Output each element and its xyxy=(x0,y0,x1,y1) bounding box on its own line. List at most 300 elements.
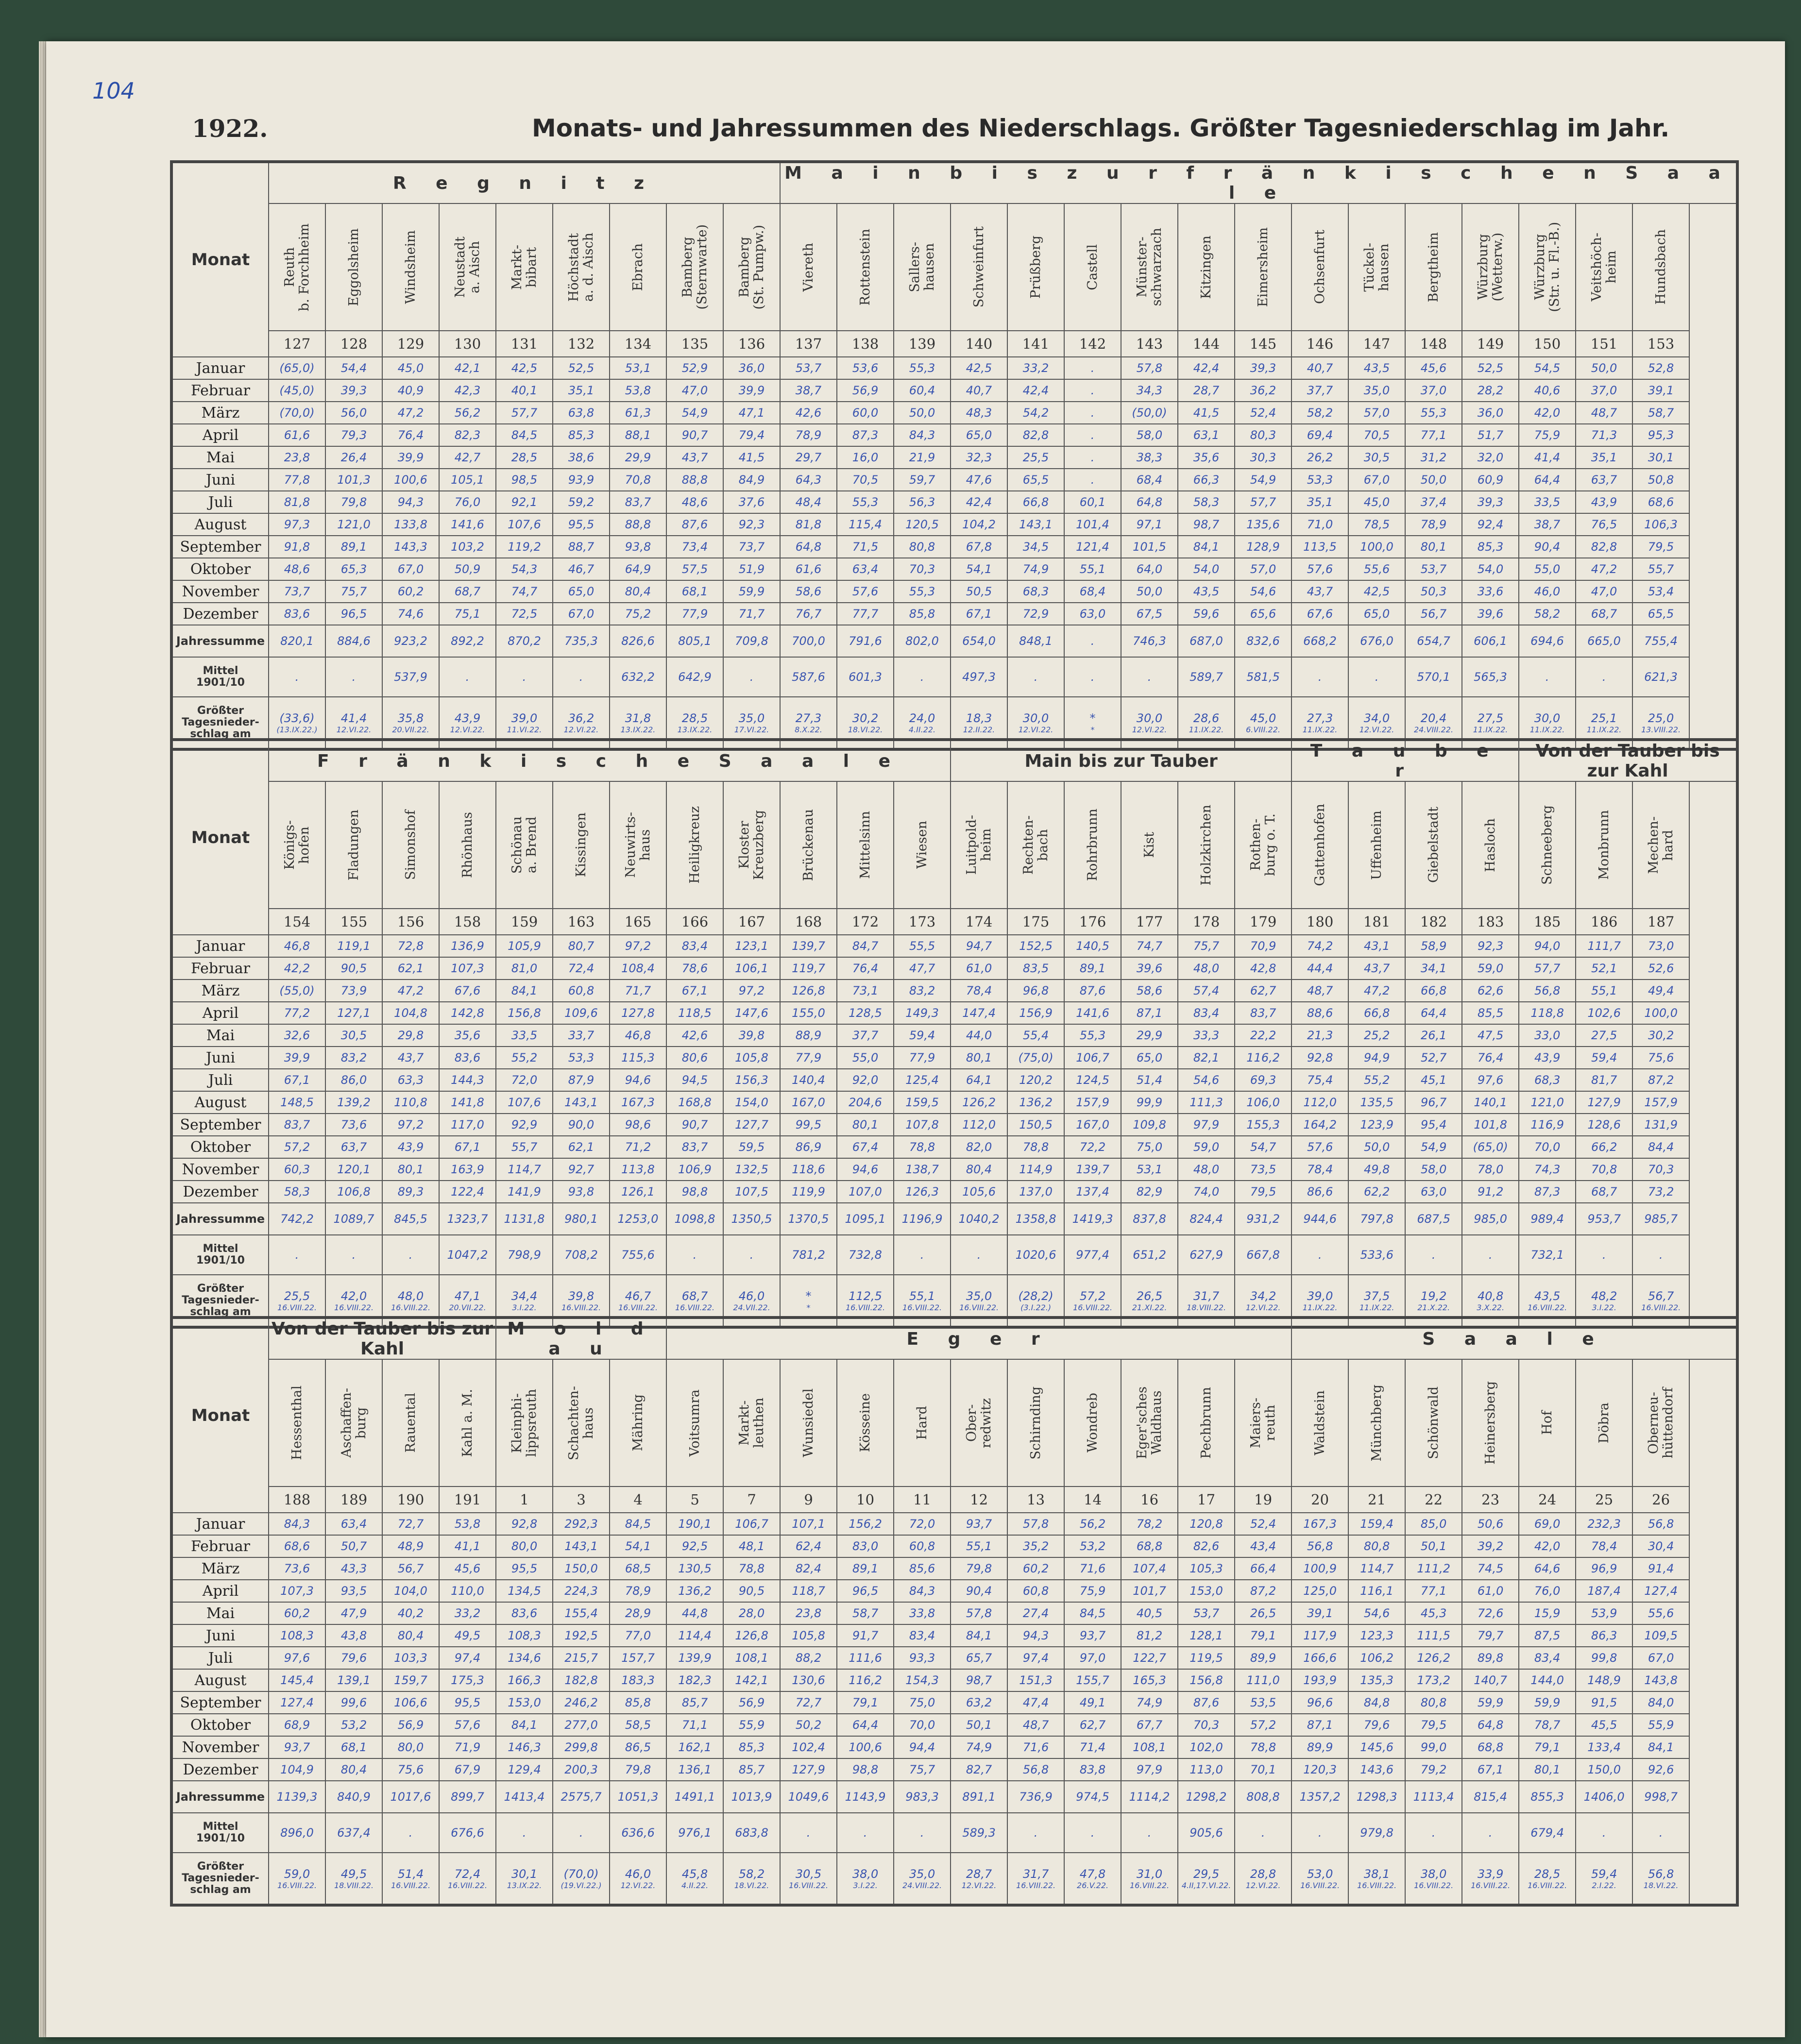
month-value: 77,9 xyxy=(780,1047,837,1069)
month-value: 61,6 xyxy=(780,558,837,580)
month-value: 28,0 xyxy=(723,1602,780,1624)
station-name: Markt- bibart xyxy=(509,244,539,290)
month-value: 78,9 xyxy=(780,424,837,446)
station-number: 181 xyxy=(1348,909,1405,935)
month-value: 60,3 xyxy=(269,1158,325,1181)
station-number: 137 xyxy=(780,331,837,357)
month-row xyxy=(171,1602,1737,1624)
mittel-value: 589,3 xyxy=(951,1813,1007,1853)
month-value: 23,8 xyxy=(780,1602,837,1624)
max-daily-value: (70,0) xyxy=(563,1867,599,1881)
max-daily-date: 24.VIII.22. xyxy=(902,1880,942,1890)
month-value: 38,7 xyxy=(1519,513,1576,536)
month-row xyxy=(171,491,1737,513)
station-name: Neustadt a. Aisch xyxy=(452,236,482,298)
jahressumme-value: 746,3 xyxy=(1121,625,1178,657)
month-value: 133,8 xyxy=(382,513,439,536)
month-value: 61,6 xyxy=(269,424,325,446)
month-value: 73,7 xyxy=(723,536,780,558)
month-value: 163,9 xyxy=(439,1158,496,1181)
month-value: 102,6 xyxy=(1576,1002,1632,1024)
month-value: 154,0 xyxy=(723,1091,780,1114)
station-name-cell xyxy=(723,781,780,909)
month-value: 48,1 xyxy=(723,1535,780,1557)
month-value: 94,3 xyxy=(1007,1624,1064,1647)
month-value: 75,0 xyxy=(894,1691,951,1714)
month-value: 73,4 xyxy=(666,536,723,558)
max-daily-date: 16.VIII.22. xyxy=(1471,1880,1511,1890)
month-value: 73,6 xyxy=(325,1114,382,1136)
station-name-cell xyxy=(894,203,951,331)
month-value: 77,9 xyxy=(666,603,723,625)
month-value: 113,8 xyxy=(610,1158,666,1181)
station-name: Würzburg (Wetterw.) xyxy=(1475,233,1505,302)
max-daily-date: 16.VIII.22. xyxy=(618,1302,658,1312)
month-value: 45,1 xyxy=(1405,1069,1462,1091)
month-value: 43,7 xyxy=(666,446,723,469)
month-value: 53,4 xyxy=(1632,580,1689,603)
station-name-cell xyxy=(1519,203,1576,331)
month-value: 53,8 xyxy=(439,1513,496,1535)
max-daily-value: 41,4 xyxy=(340,711,367,725)
station-name-row xyxy=(171,781,1737,909)
month-value: 140,5 xyxy=(1064,935,1121,957)
month-value: 80,4 xyxy=(382,1624,439,1647)
mittel-value: 581,5 xyxy=(1235,657,1291,697)
max-daily-date: 12.VI.22. xyxy=(961,1880,997,1890)
station-number: 187 xyxy=(1632,909,1689,935)
month-value: 65,7 xyxy=(951,1647,1007,1669)
max-daily-cell xyxy=(1235,1853,1291,1905)
month-value: 55,0 xyxy=(837,1047,894,1069)
month-label: Februar xyxy=(171,957,269,980)
month-row xyxy=(171,1669,1737,1691)
month-value: 126,2 xyxy=(951,1091,1007,1114)
month-label: April xyxy=(171,424,269,446)
month-value: 36,2 xyxy=(1235,379,1291,402)
month-value: 93,3 xyxy=(894,1647,951,1669)
month-value: 70,1 xyxy=(1235,1758,1291,1781)
month-value: 106,9 xyxy=(666,1158,723,1181)
group-header-row xyxy=(171,162,1737,203)
month-value: 59,4 xyxy=(894,1024,951,1047)
month-value: 56,8 xyxy=(1007,1758,1064,1781)
station-name: Heiligkreuz xyxy=(687,806,702,884)
month-value: 48,3 xyxy=(951,402,1007,424)
jahressumme-value: 899,7 xyxy=(439,1781,496,1813)
month-value: 39,9 xyxy=(382,446,439,469)
month-value: 100,6 xyxy=(837,1736,894,1758)
month-value: 54,7 xyxy=(1235,1136,1291,1158)
month-value: 139,7 xyxy=(1064,1158,1121,1181)
month-value: 155,7 xyxy=(1064,1669,1121,1691)
month-value: 38,3 xyxy=(1121,446,1178,469)
month-value: 84,3 xyxy=(894,424,951,446)
max-daily-date: 16.VIII.22. xyxy=(277,1302,317,1312)
month-label: August xyxy=(171,1669,269,1691)
max-daily-value: 59,4 xyxy=(1591,1867,1617,1881)
month-value: 38,6 xyxy=(553,446,610,469)
month-value: 71,3 xyxy=(1576,424,1632,446)
month-value: 107,4 xyxy=(1121,1557,1178,1580)
max-daily-date: * xyxy=(1090,725,1095,734)
month-value: 71,2 xyxy=(610,1136,666,1158)
month-value: 27,5 xyxy=(1576,1024,1632,1047)
month-value: 45,5 xyxy=(1576,1714,1632,1736)
month-value: 48,0 xyxy=(1178,1158,1235,1181)
max-daily-date: 13.IX.22. xyxy=(620,725,656,734)
month-value: 84,1 xyxy=(496,980,553,1002)
month-value: 55,2 xyxy=(1348,1069,1405,1091)
month-value: 38,7 xyxy=(780,379,837,402)
month-value: 100,0 xyxy=(1632,1002,1689,1024)
month-value: 92,1 xyxy=(496,491,553,513)
month-value: 90,7 xyxy=(666,424,723,446)
jahressumme-value: 1051,3 xyxy=(610,1781,666,1813)
jahressumme-row xyxy=(171,625,1737,657)
max-daily-label-line: Größter xyxy=(197,705,244,717)
month-value: 128,6 xyxy=(1576,1114,1632,1136)
month-value: 26,1 xyxy=(1405,1024,1462,1047)
month-value: 98,7 xyxy=(1178,513,1235,536)
month-row xyxy=(171,957,1737,980)
jahressumme-row xyxy=(171,1203,1737,1235)
month-value: (65,0) xyxy=(269,357,325,379)
max-daily-value: 68,7 xyxy=(681,1289,708,1303)
month-value: 130,5 xyxy=(666,1557,723,1580)
month-value: 78,7 xyxy=(1519,1714,1576,1736)
max-daily-date: 12.VI.22. xyxy=(450,725,485,734)
month-value: 124,5 xyxy=(1064,1069,1121,1091)
month-value: 127,1 xyxy=(325,1002,382,1024)
month-value: 57,2 xyxy=(1235,1714,1291,1736)
month-value: . xyxy=(1064,402,1121,424)
max-daily-date: 3.I.22. xyxy=(512,1302,537,1312)
month-value: 41,5 xyxy=(723,446,780,469)
group-header-row xyxy=(171,1318,1737,1359)
station-name: Hessenthal xyxy=(289,1385,305,1460)
station-name: Königs- hofen xyxy=(282,820,312,870)
month-value: 58,3 xyxy=(1178,491,1235,513)
station-name-cell xyxy=(1462,781,1519,909)
month-value: 60,8 xyxy=(553,980,610,1002)
month-value: 59,9 xyxy=(723,580,780,603)
max-daily-date: 3.X.22. xyxy=(1477,1302,1505,1312)
max-daily-date: 12.VI.22. xyxy=(620,1880,656,1890)
month-value: 47,7 xyxy=(894,957,951,980)
month-value: 53,2 xyxy=(325,1714,382,1736)
month-value: 67,0 xyxy=(1348,469,1405,491)
month-value: 125,4 xyxy=(894,1069,951,1091)
month-value: 94,6 xyxy=(837,1158,894,1181)
month-value: 32,3 xyxy=(951,446,1007,469)
month-value: 167,3 xyxy=(610,1091,666,1114)
month-value: 83,6 xyxy=(496,1602,553,1624)
month-value: 48,0 xyxy=(1178,957,1235,980)
month-value: 140,1 xyxy=(1462,1091,1519,1114)
month-value: 106,1 xyxy=(723,957,780,980)
max-daily-value: 34,0 xyxy=(1363,711,1390,725)
month-value: 55,1 xyxy=(951,1535,1007,1557)
month-value: 96,5 xyxy=(837,1580,894,1602)
month-value: 84,4 xyxy=(1632,1136,1689,1158)
mittel-row xyxy=(171,1813,1737,1853)
month-value: 122,4 xyxy=(439,1181,496,1203)
river-group-header: Von der Tauber bis zur Kahl xyxy=(269,1318,496,1359)
station-name: Kleinphi- lippsreuth xyxy=(509,1388,539,1457)
jahressumme-value: 953,7 xyxy=(1576,1203,1632,1235)
river-group-header: M a i n b i s z u r f r ä n k i s c h e n S a a l e xyxy=(780,162,1737,203)
month-value: 78,8 xyxy=(723,1557,780,1580)
month-value: 32,0 xyxy=(1462,446,1519,469)
month-value: 182,3 xyxy=(666,1669,723,1691)
month-value: 71,5 xyxy=(837,536,894,558)
month-value: 41,5 xyxy=(1178,402,1235,424)
month-value: 187,4 xyxy=(1576,1580,1632,1602)
month-value: 53,8 xyxy=(610,379,666,402)
month-value: 119,9 xyxy=(780,1181,837,1203)
month-value: 63,1 xyxy=(1178,424,1235,446)
month-value: 64,8 xyxy=(1462,1714,1519,1736)
month-row xyxy=(171,580,1737,603)
month-value: 65,0 xyxy=(1121,1047,1178,1069)
month-value: 42,5 xyxy=(496,357,553,379)
month-value: 39,6 xyxy=(1121,957,1178,980)
month-value: 76,5 xyxy=(1576,513,1632,536)
max-daily-cell xyxy=(553,1853,610,1905)
jahressumme-value: 1298,2 xyxy=(1178,1781,1235,1813)
jahressumme-value: 1049,6 xyxy=(780,1781,837,1813)
month-value: 58,7 xyxy=(837,1602,894,1624)
month-value: 54,1 xyxy=(951,558,1007,580)
month-value: 68,8 xyxy=(1462,1736,1519,1758)
month-value: 50,8 xyxy=(1632,469,1689,491)
jahressumme-value: 2575,7 xyxy=(553,1781,610,1813)
month-label: August xyxy=(171,513,269,536)
month-value: 183,3 xyxy=(610,1669,666,1691)
month-row xyxy=(171,446,1737,469)
month-value: . xyxy=(1064,446,1121,469)
month-value: 86,5 xyxy=(610,1736,666,1758)
month-value: 75,6 xyxy=(1632,1047,1689,1069)
month-value: 85,6 xyxy=(894,1557,951,1580)
month-value: 73,7 xyxy=(269,580,325,603)
month-value: 97,6 xyxy=(269,1647,325,1669)
month-value: 80,1 xyxy=(837,1114,894,1136)
station-number: 149 xyxy=(1462,331,1519,357)
mittel-value: 1047,2 xyxy=(439,1235,496,1275)
month-value: 128,9 xyxy=(1235,536,1291,558)
month-value: 92,3 xyxy=(1462,935,1519,957)
mittel-label xyxy=(171,1235,269,1275)
month-value: 111,5 xyxy=(1405,1624,1462,1647)
jahressumme-value: 985,0 xyxy=(1462,1203,1519,1235)
mittel-value: 636,6 xyxy=(610,1813,666,1853)
month-value: 57,0 xyxy=(1235,558,1291,580)
month-value: 58,2 xyxy=(1291,402,1348,424)
station-number: 174 xyxy=(951,909,1007,935)
jahressumme-value: 1017,6 xyxy=(382,1781,439,1813)
month-value: 67,1 xyxy=(269,1069,325,1091)
month-value: 143,6 xyxy=(1348,1758,1405,1781)
month-value: 116,2 xyxy=(1235,1047,1291,1069)
month-value: 63,3 xyxy=(382,1069,439,1091)
station-name: Sallers- hausen xyxy=(907,242,937,292)
month-value: 59,9 xyxy=(1519,1691,1576,1714)
month-value: 93,7 xyxy=(951,1513,1007,1535)
station-name-cell xyxy=(837,203,894,331)
month-value: 50,9 xyxy=(439,558,496,580)
station-name-cell xyxy=(1291,1359,1348,1487)
station-number: 177 xyxy=(1121,909,1178,935)
month-value: 87,6 xyxy=(1064,980,1121,1002)
month-value: 59,2 xyxy=(553,491,610,513)
station-name-cell xyxy=(1632,1359,1689,1487)
month-value: 54,9 xyxy=(1235,469,1291,491)
month-value: 45,0 xyxy=(382,357,439,379)
month-value: 86,3 xyxy=(1576,1624,1632,1647)
month-value: 35,0 xyxy=(1348,379,1405,402)
max-daily-value: 40,8 xyxy=(1477,1289,1504,1303)
station-name: Voitsumra xyxy=(687,1389,702,1457)
max-daily-cell xyxy=(1519,1853,1576,1905)
month-value: 277,0 xyxy=(553,1714,610,1736)
station-number: 136 xyxy=(723,331,780,357)
station-name: Rechten- bach xyxy=(1020,815,1051,875)
month-value: 134,5 xyxy=(496,1580,553,1602)
station-name: Rohrbrunn xyxy=(1085,809,1100,881)
month-value: 60,8 xyxy=(894,1535,951,1557)
station-name: Höchstadt a. d. Aisch xyxy=(566,232,596,302)
jahressumme-value: 870,2 xyxy=(496,625,553,657)
max-daily-value: 29,5 xyxy=(1193,1867,1220,1881)
group-header-row xyxy=(171,740,1737,781)
month-value: 47,5 xyxy=(1462,1024,1519,1047)
station-name: Ober- redwitz xyxy=(964,1398,994,1448)
month-value: 48,9 xyxy=(382,1535,439,1557)
month-value: 127,9 xyxy=(1576,1091,1632,1114)
station-name: Döbra xyxy=(1596,1402,1612,1444)
month-value: 59,6 xyxy=(1178,603,1235,625)
month-value: 58,7 xyxy=(1632,402,1689,424)
station-number: 16 xyxy=(1121,1487,1178,1513)
jahressumme-label: Jahressumme xyxy=(171,1781,269,1813)
month-value: 55,1 xyxy=(1064,558,1121,580)
month-value: 29,8 xyxy=(382,1024,439,1047)
mittel-value: . xyxy=(1632,1813,1689,1853)
month-value: 69,3 xyxy=(1235,1069,1291,1091)
month-value: 126,3 xyxy=(894,1181,951,1203)
month-value: 76,4 xyxy=(1462,1047,1519,1069)
station-name: Waldstein xyxy=(1312,1390,1327,1456)
mittel-value: . xyxy=(1405,1235,1462,1275)
mittel-value: 627,9 xyxy=(1178,1235,1235,1275)
month-value: 150,5 xyxy=(1007,1114,1064,1136)
max-daily-cell xyxy=(1291,1853,1348,1905)
month-value: 75,1 xyxy=(439,603,496,625)
max-daily-value: 48,2 xyxy=(1591,1289,1617,1303)
month-label: Dezember xyxy=(171,1181,269,1203)
month-value: 33,2 xyxy=(1007,357,1064,379)
month-row xyxy=(171,1069,1737,1091)
jahressumme-value: 1358,8 xyxy=(1007,1203,1064,1235)
station-number: 19 xyxy=(1235,1487,1291,1513)
month-value: 107,3 xyxy=(269,1580,325,1602)
max-daily-value: 28,8 xyxy=(1250,1867,1276,1881)
station-number: 179 xyxy=(1235,909,1291,935)
month-value: 65,0 xyxy=(1348,603,1405,625)
month-value: 157,7 xyxy=(610,1647,666,1669)
month-value: 64,9 xyxy=(610,558,666,580)
month-value: 56,7 xyxy=(382,1557,439,1580)
max-daily-date: 6.VIII.22. xyxy=(1246,725,1280,734)
station-name: Kösseine xyxy=(857,1393,873,1453)
month-value: 106,7 xyxy=(723,1513,780,1535)
month-value: 83,2 xyxy=(325,1047,382,1069)
month-value: 37,6 xyxy=(723,491,780,513)
month-value: 99,8 xyxy=(1576,1647,1632,1669)
month-value: 140,7 xyxy=(1462,1669,1519,1691)
mittel-value: 632,2 xyxy=(610,657,666,697)
month-value: 63,2 xyxy=(951,1691,1007,1714)
month-value: 39,9 xyxy=(269,1047,325,1069)
month-value: 153,0 xyxy=(496,1691,553,1714)
station-name: Mittelsinn xyxy=(857,811,873,879)
month-value: 162,1 xyxy=(666,1736,723,1758)
month-value: 52,8 xyxy=(1632,357,1689,379)
max-daily-date: 16.VIII.22. xyxy=(1528,1302,1567,1312)
month-value: 36,0 xyxy=(723,357,780,379)
month-value: 103,3 xyxy=(382,1647,439,1669)
month-value: 70,8 xyxy=(610,469,666,491)
max-daily-label-line: Tagesnieder- xyxy=(182,1872,259,1884)
month-value: 111,7 xyxy=(1576,935,1632,957)
month-label: April xyxy=(171,1002,269,1024)
month-value: 70,5 xyxy=(837,469,894,491)
month-value: 87,3 xyxy=(837,424,894,446)
month-value: 108,3 xyxy=(496,1624,553,1647)
month-row xyxy=(171,1136,1737,1158)
month-value: 94,4 xyxy=(894,1736,951,1758)
month-value: 29,9 xyxy=(610,446,666,469)
month-value: 42,4 xyxy=(1178,357,1235,379)
max-daily-date: 13.IX.22. xyxy=(677,725,713,734)
max-daily-value: 43,9 xyxy=(454,711,481,725)
station-name: Rauental xyxy=(403,1393,418,1453)
station-name: Schachten- haus xyxy=(566,1385,596,1460)
month-value: 68,4 xyxy=(1121,469,1178,491)
month-value: 68,3 xyxy=(1007,580,1064,603)
month-row xyxy=(171,1024,1737,1047)
month-value: 91,8 xyxy=(269,536,325,558)
jahressumme-value: 891,1 xyxy=(951,1781,1007,1813)
month-value: 64,4 xyxy=(1519,469,1576,491)
station-name-cell xyxy=(780,1359,837,1487)
month-value: 71,1 xyxy=(666,1714,723,1736)
month-value: 142,1 xyxy=(723,1669,780,1691)
max-daily-date: 12.VI.22. xyxy=(336,725,372,734)
month-value: 82,4 xyxy=(780,1557,837,1580)
month-row xyxy=(171,1181,1737,1203)
month-value: 120,5 xyxy=(894,513,951,536)
station-number: 175 xyxy=(1007,909,1064,935)
mittel-value: . xyxy=(382,1813,439,1853)
month-value: 80,8 xyxy=(894,536,951,558)
month-value: 97,4 xyxy=(1007,1647,1064,1669)
month-value: 36,0 xyxy=(1462,402,1519,424)
jahressumme-value: 791,6 xyxy=(837,625,894,657)
month-value: 59,0 xyxy=(1178,1136,1235,1158)
